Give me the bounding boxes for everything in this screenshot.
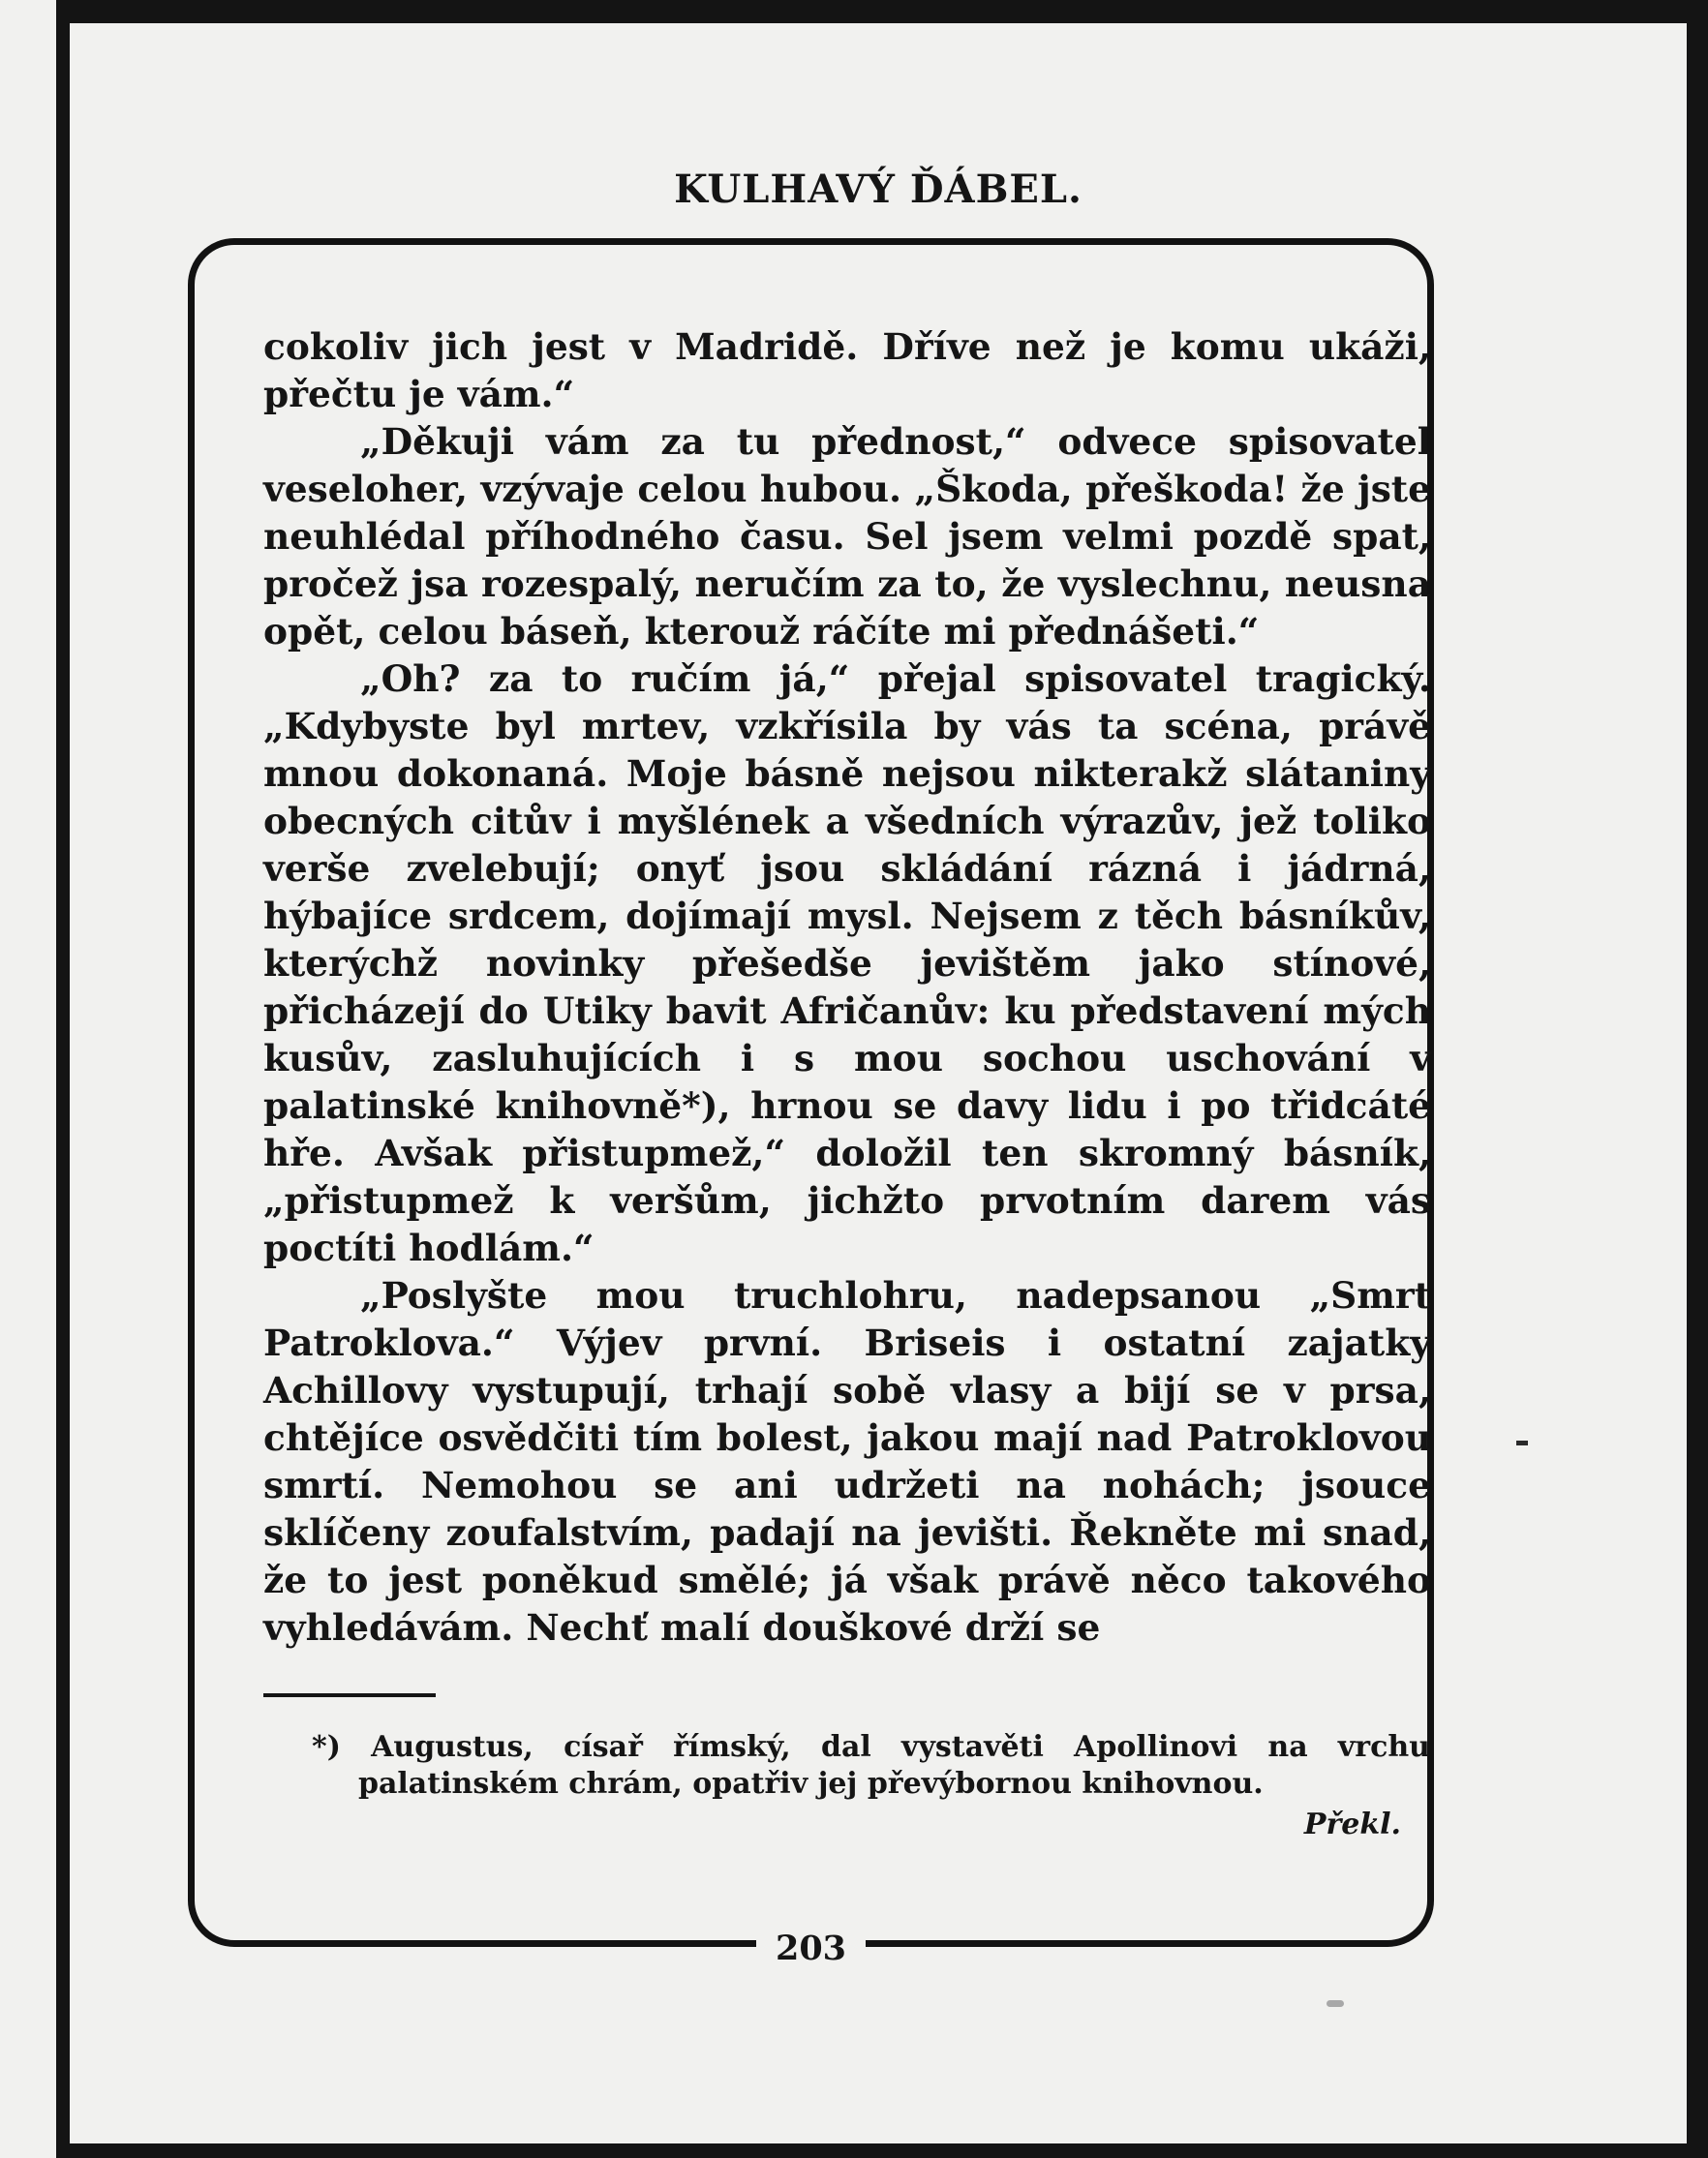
paragraph: „Poslyšte mou truchlohru, nadepsanou „Smrt Patroklova.“ Výjev první. Briseis i ostatní zajatky Achillovy vystupují, trhají sobě vlasy a bijí se v prsa, chtějíce osvědčiti tím bolest, jakou mají nad Patroklovou smrtí. Nemohou se ani udržeti na nohách; jsouce sklíčeny zoufalstvím, padají na jevišti. Řekněte mi snad, že to jest poněkud smělé; já však právě něco takového vyhledávám. Nechť malí douškové drží se xyxy=(263,1274,1431,1649)
footnote-rule xyxy=(263,1693,436,1697)
running-header: KULHAVÝ ĎÁBEL. xyxy=(674,167,1083,212)
ink-smudge xyxy=(1327,2000,1344,2007)
page-number-area xyxy=(188,1919,1434,1977)
margin-mark xyxy=(1516,1441,1528,1445)
paragraph: „Děkuji vám za tu přednost,“ odvece spisovatel veseloher, vzývaje celou hubou. „Škoda, přeškoda! že jste neuhlédal příhodného času. Sel jsem velmi pozdě spat, pročež jsa rozespalý, neručím za to, že vyslechnu, neusna opět, celou báseň, kterouž ráčíte mi přednášeti.“ xyxy=(263,420,1431,653)
page-number: 203 xyxy=(756,1929,866,1968)
paragraph: „Oh? za to ručím já,“ přejal spisovatel tragický. „Kdybyste byl mrtev, vzkřísila by vás ta scéna, právě mnou dokonaná. Moje básně nejsou nikterakž slátaniny obecných citův i myšlének a všedních výrazův, jež toliko verše zvelebují; onyť jsou skládání rázná i jádrná, hýbajíce srdcem, dojímají mysl. Nejsem z těch básníkův, kterýchž novinky přešedše jevištěm jako stínové, přicházejí do Utiky bavit Afričanův: ku představení mých kusův, zasluhujících i s mou sochou uschování v palatinské knihovně*), hrnou se davy lidu i po třidcáté hře. Avšak přistupmež,“ doložil ten skromný básník, „přistupmež k veršům, jichžto prvotním darem vás poctíti hodlám.“ xyxy=(263,657,1431,1269)
translator-note: Překl. xyxy=(1303,1808,1401,1841)
footnote-text: *) Augustus, císař římský, dal vystavěti Apollinovi na vrchu palatinském chrám, opatřiv jej převýbornou knihovnou. xyxy=(312,1730,1430,1801)
footnote xyxy=(312,1729,1430,1843)
paragraph: cokoliv jich jest v Madridě. Dříve než je komu ukáži, přečtu je vám.“ xyxy=(263,325,1431,415)
left-page-edge xyxy=(0,0,56,2158)
main-text xyxy=(263,323,1431,1652)
book-page xyxy=(70,23,1687,2143)
